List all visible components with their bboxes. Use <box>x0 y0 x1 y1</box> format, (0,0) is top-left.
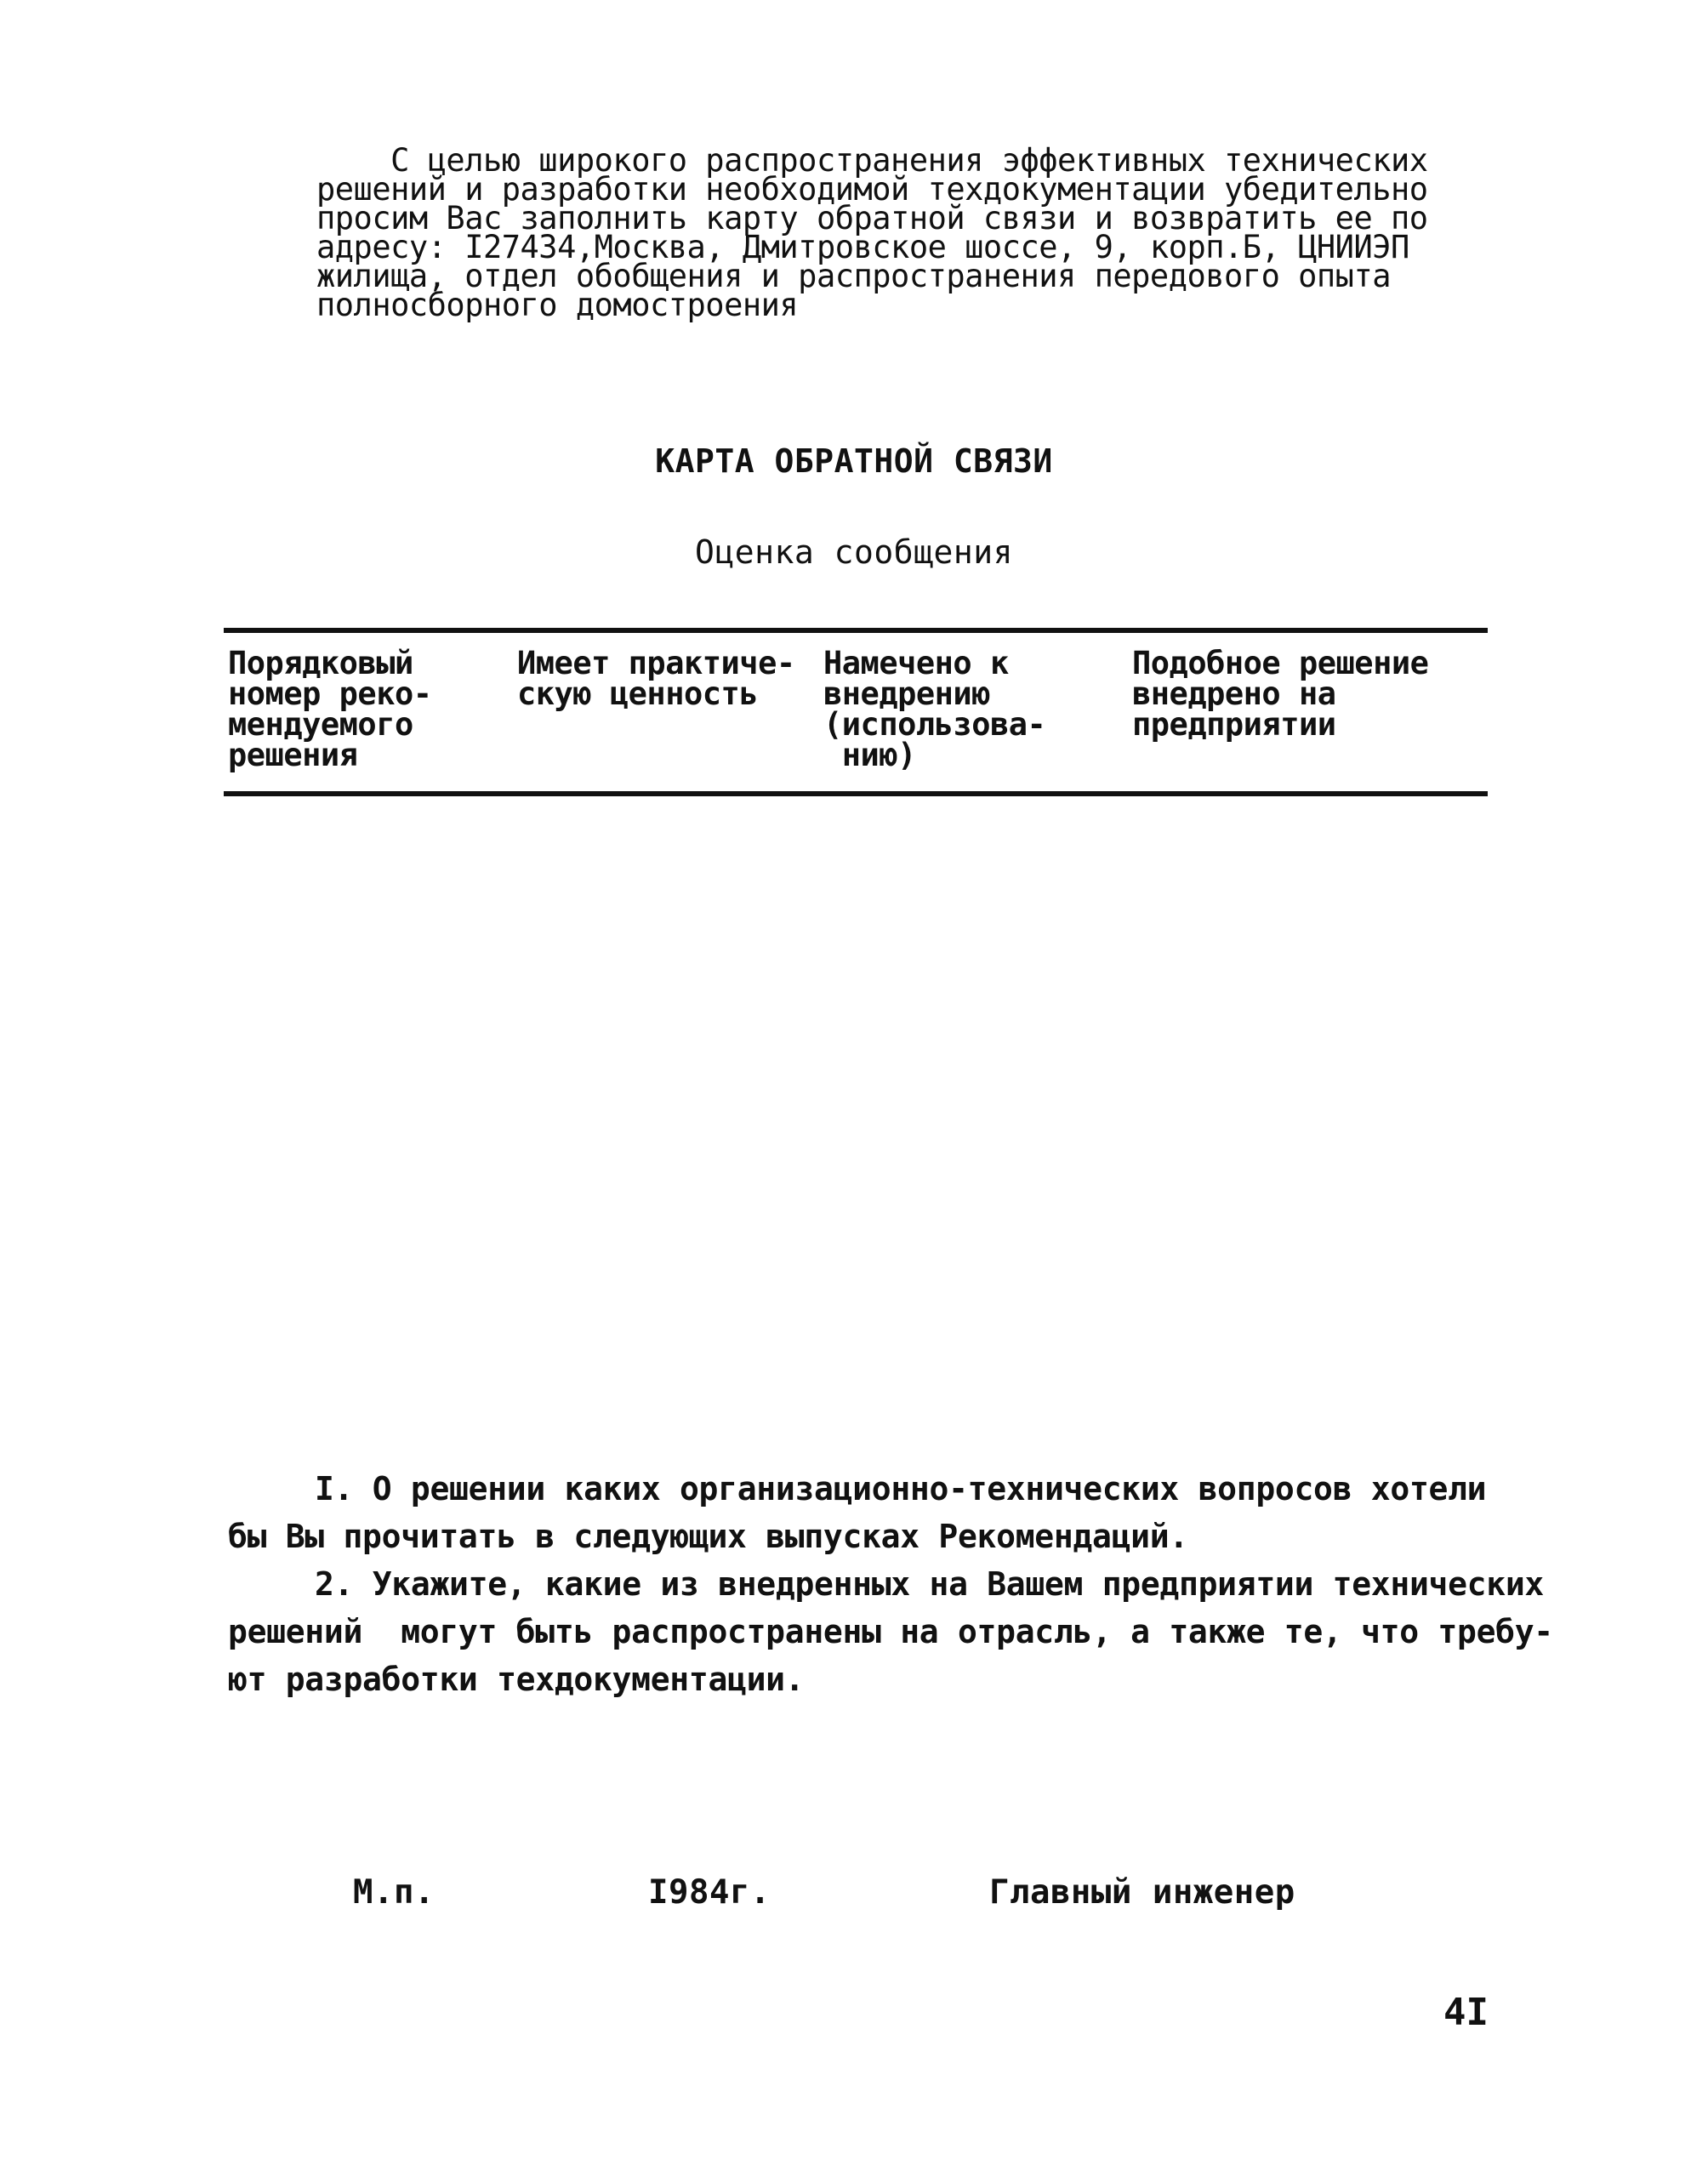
intro-line: С целью широкого распространения эффективных технических <box>316 142 1428 179</box>
column-header-line: нию) <box>823 737 916 773</box>
intro-line: просим Вас заполнить карту обратной связи и возвратить ее по <box>316 200 1428 237</box>
year-label: I984г. <box>648 1873 771 1912</box>
intro-line: решений и разработки необходимой техдокументации убедительно <box>316 171 1428 208</box>
card-subtitle: Оценка сообщения <box>694 533 1014 571</box>
page-number: 4I <box>1443 1991 1489 2034</box>
evaluation-table-header <box>224 628 1488 796</box>
column-header-line: Подобное решение <box>1132 645 1429 681</box>
column-header-practical-value <box>517 645 795 712</box>
column-header-line: Намечено к <box>823 645 1009 681</box>
intro-line: адресу: I27434,Москва, Дмитровское шоссе, 9, корп.Б, ЦНИИЭП <box>316 229 1409 265</box>
stamp-place-label: М.п. <box>353 1873 435 1912</box>
column-header-line: (использова- <box>823 706 1046 743</box>
column-header-line: Имеет практиче- <box>517 645 795 681</box>
questions-section <box>228 1465 1553 1703</box>
column-header-line: решения <box>228 737 358 773</box>
column-header-line: внедрению <box>823 675 990 712</box>
chief-engineer-label: Главный инженер <box>989 1873 1295 1912</box>
column-header-line: номер реко- <box>228 675 432 712</box>
question-line: бы Вы прочитать в следующих выпусках Рекомендаций. <box>228 1518 1188 1555</box>
column-header-line: скую ценность <box>517 675 759 712</box>
column-header-line: предприятии <box>1132 706 1336 743</box>
column-header-order-number <box>228 645 432 773</box>
intro-line: полносборного домостроения <box>316 287 799 323</box>
question-line: ют разработки техдокументации. <box>228 1661 805 1698</box>
intro-paragraph <box>316 142 1439 323</box>
column-header-line: мендуемого <box>228 706 413 743</box>
question-line: 2. Укажите, какие из внедренных на Вашем предприятии технических <box>315 1565 1544 1603</box>
card-title: КАРТА ОБРАТНОЙ СВЯЗИ <box>655 442 1053 480</box>
column-header-line: Порядковый <box>228 645 413 681</box>
question-line: решений могут быть распространены на отрасль, а также те, что требу- <box>228 1613 1553 1650</box>
intro-line: жилища, отдел обобщения и распространения передового опыта <box>316 258 1392 294</box>
column-header-planned-implementation <box>823 645 1046 773</box>
column-header-implemented-at-enterprise <box>1132 645 1429 743</box>
question-line: I. О решении каких организационно-технических вопросов хотели <box>315 1470 1487 1507</box>
column-header-line: внедрено на <box>1132 675 1336 712</box>
